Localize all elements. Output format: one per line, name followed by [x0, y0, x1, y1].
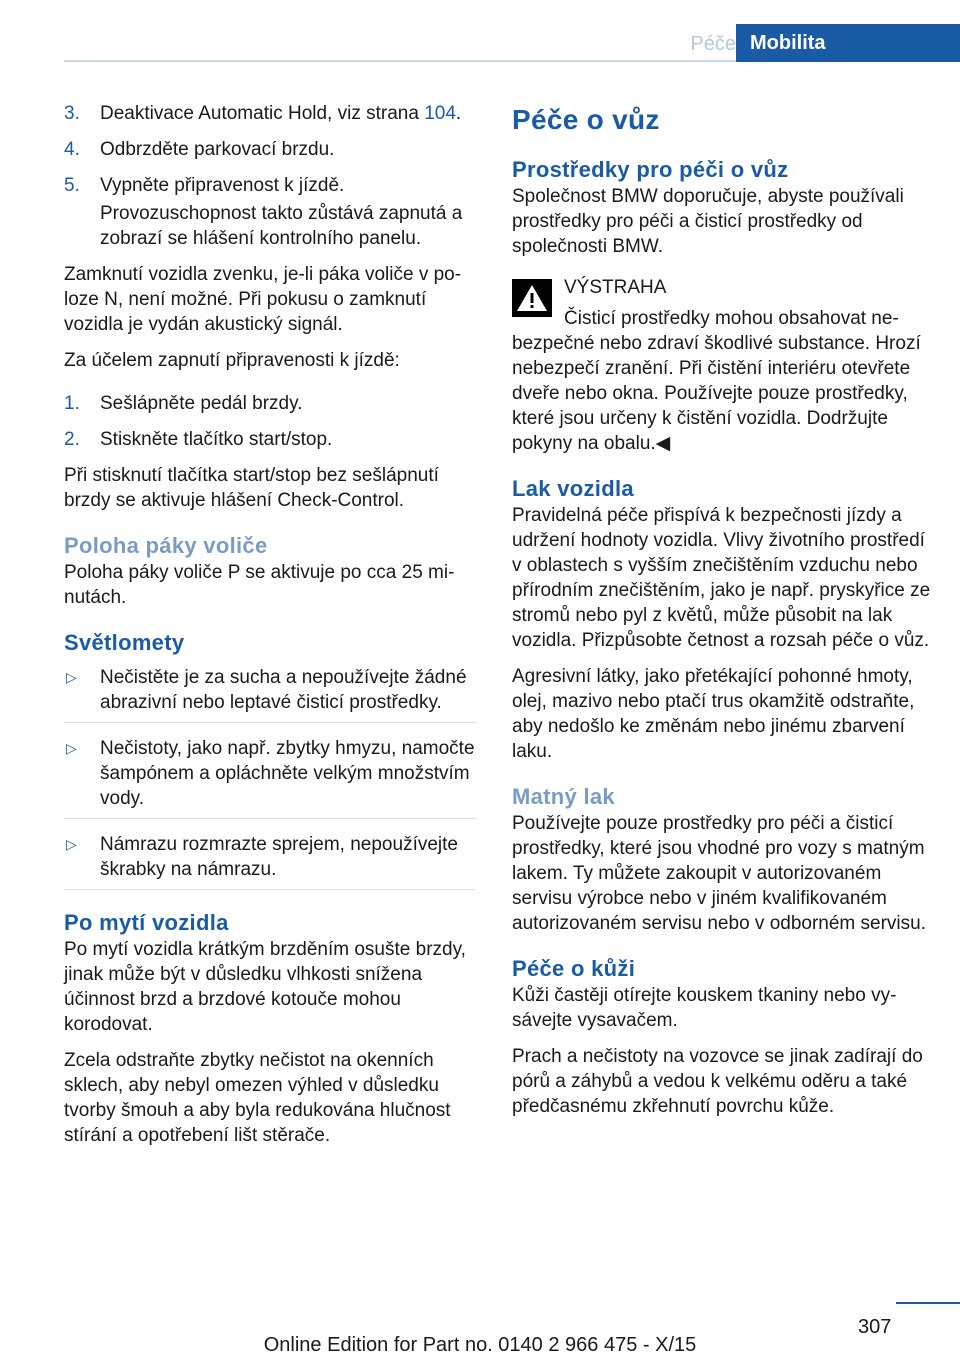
paragraph-ready: Za účelem zapnutí připravenosti k jízdě:: [64, 350, 400, 371]
heading-prostredky: Prostředky pro péči o vůz: [512, 157, 789, 182]
step-number: 2.: [64, 429, 80, 450]
paragraph-kuze-2: Prach a nečistoty na vozovce se jinak zadírají do pórů a záhybů a vedou k velkému oděru a také předčasnému zkřehnutí povrchu kůže.: [512, 1046, 923, 1117]
step-3: [64, 101, 482, 126]
warning-header: [512, 275, 932, 299]
step-number: 4.: [64, 139, 80, 160]
step-5: [64, 173, 482, 198]
footer-edition: Online Edition for Part no. 0140 2 966 475 - X/15: [263, 1334, 697, 1356]
paragraph-poloha: Poloha páky voliče P se aktivuje po cca 25 minutách.: [64, 562, 455, 608]
paragraph-matny: Používejte pouze prostředky pro péči a čisticí prostředky, které jsou vhodné pro vozy s matným lakem. Ty můžete zakoupit v autorizovaném servisu výrobce nebo v jiném kvalifikovaném autorizovaném servisu nebo v odborném servisu.: [512, 813, 926, 934]
left-column: [64, 101, 482, 1159]
triangle-bullet-icon: ▷: [66, 740, 77, 756]
paragraph-lak-1: Pravidelná péče přispívá k bezpečnosti jízdy a udržení hodnoty vozidla. Vlivy životního prostředí v oblastech s vyšším znečištěním vzduchu nebo přírodním znečištěním, jako je např. pryskyřice ze stromů nebo pyl z květů, může působit na lak vozidla. Přizpůsobte četnost a rozsah péče o vůz.: [512, 505, 931, 651]
bullet-item: [64, 665, 482, 723]
page-number: 307: [858, 1316, 892, 1338]
step-tail: .: [455, 103, 462, 124]
paragraph-prostredky: Společnost BMW doporučuje, abyste používali prostředky pro péči a čisticí prostředky od společnosti BMW.: [512, 186, 904, 257]
step-5-note: Provozuschopnost takto zůstává zapnutá a zobrazí se hlášení kontrolního panelu.: [100, 203, 463, 249]
footer-rule: [896, 1302, 960, 1304]
step-1: [64, 391, 482, 416]
step-text: Vypněte připravenost k jízdě.: [100, 175, 345, 196]
step-text: Sešlápněte pedál brzdy.: [100, 393, 303, 414]
heading-lak: Lak vozidla: [512, 476, 634, 501]
page-link-104[interactable]: 104: [424, 103, 456, 124]
warning-text: Čisticí prostředky mohou obsahovat nebezpečné nebo zdraví škodlivé substance. Hrozí nebezpečí zranění. Při čistění interiéru otevřete dveře nebo okna. Používejte pouze prostředky, které jsou určeny k čistění vozidla. Dodržujte pokyny na obalu.◀: [512, 308, 921, 454]
step-text: Odbrzděte parkovací brzdu.: [100, 139, 335, 160]
paragraph-kuze-1: Kůži častěji otírejte kouskem tkaniny nebo vysávejte vysavačem.: [512, 985, 897, 1031]
heading-pece-o-vuz: Péče o vůz: [512, 104, 660, 135]
step-number: 5.: [64, 175, 80, 196]
heading-poloha: Poloha páky voliče: [64, 533, 268, 558]
right-column: [512, 103, 932, 1130]
paragraph-myti-1: Po mytí vozidla krátkým brzděním osušte brzdy, jinak může být v důsledku vlhkosti snížena účinnost brzd a brzdové kotouče mohou korodovat.: [64, 939, 466, 1035]
bullet-item: [64, 736, 482, 819]
header-tab-mobilita[interactable]: Mobilita: [736, 24, 960, 62]
step-number: 3.: [64, 103, 80, 124]
bullet-text: Námrazu rozmrazte sprejem, nepoužívejte škrabky na námrazu.: [100, 834, 458, 880]
heading-matny-lak: Matný lak: [512, 784, 615, 809]
step-2: [64, 427, 482, 452]
triangle-bullet-icon: ▷: [66, 669, 77, 685]
paragraph-check-control: Při stisknutí tlačítka start/stop bez sešlápnutí brzdy se aktivuje hlášení Check-Control.: [64, 465, 439, 511]
heading-pece-o-kuzi: Péče o kůži: [512, 956, 636, 981]
paragraph-lak-2: Agresivní látky, jako přetékající pohonné hmoty, olej, mazivo nebo ptačí trus okamžitě odstraňte, aby nedošlo ke změnám nebo jinému zbarvení laku.: [512, 666, 915, 762]
warning-box: [512, 275, 932, 456]
heading-po-myti: Po mytí vozidla: [64, 910, 229, 935]
bullet-text: Nečistoty, jako např. zbytky hmyzu, namočte šampónem a opláchněte velkým množstvím vody.: [100, 738, 475, 809]
step-4: [64, 137, 482, 162]
step-text: Stiskněte tlačítko start/stop.: [100, 429, 333, 450]
paragraph-myti-2: Zcela odstraňte zbytky nečistot na okenních sklech, aby nebyl omezen výhled v důsledku tvorby šmouh a aby byla redukována hlučnost stírání a opotřebení lišt stěrače.: [64, 1050, 451, 1146]
warning-triangle-icon: [512, 279, 552, 317]
step-text: Deaktivace Automatic Hold, viz strana: [100, 103, 425, 124]
bullet-text: Nečistěte je za sucha a nepoužívejte žádné abrazivní nebo leptavé čisticí prostředky.: [100, 667, 467, 713]
header-tab-pece[interactable]: Péče: [690, 33, 736, 55]
bullet-item: [64, 832, 482, 890]
step-number: 1.: [64, 393, 80, 414]
triangle-bullet-icon: ▷: [66, 836, 77, 852]
heading-svetlomety: Světlomety: [64, 630, 185, 655]
paragraph-lock: Zamknutí vozidla zvenku, je-li páka voliče v poloze N, není možné. Při pokusu o zamknutí vozidla je vydán akustický signál.: [64, 264, 462, 335]
warning-title: VÝSTRAHA: [564, 277, 667, 298]
